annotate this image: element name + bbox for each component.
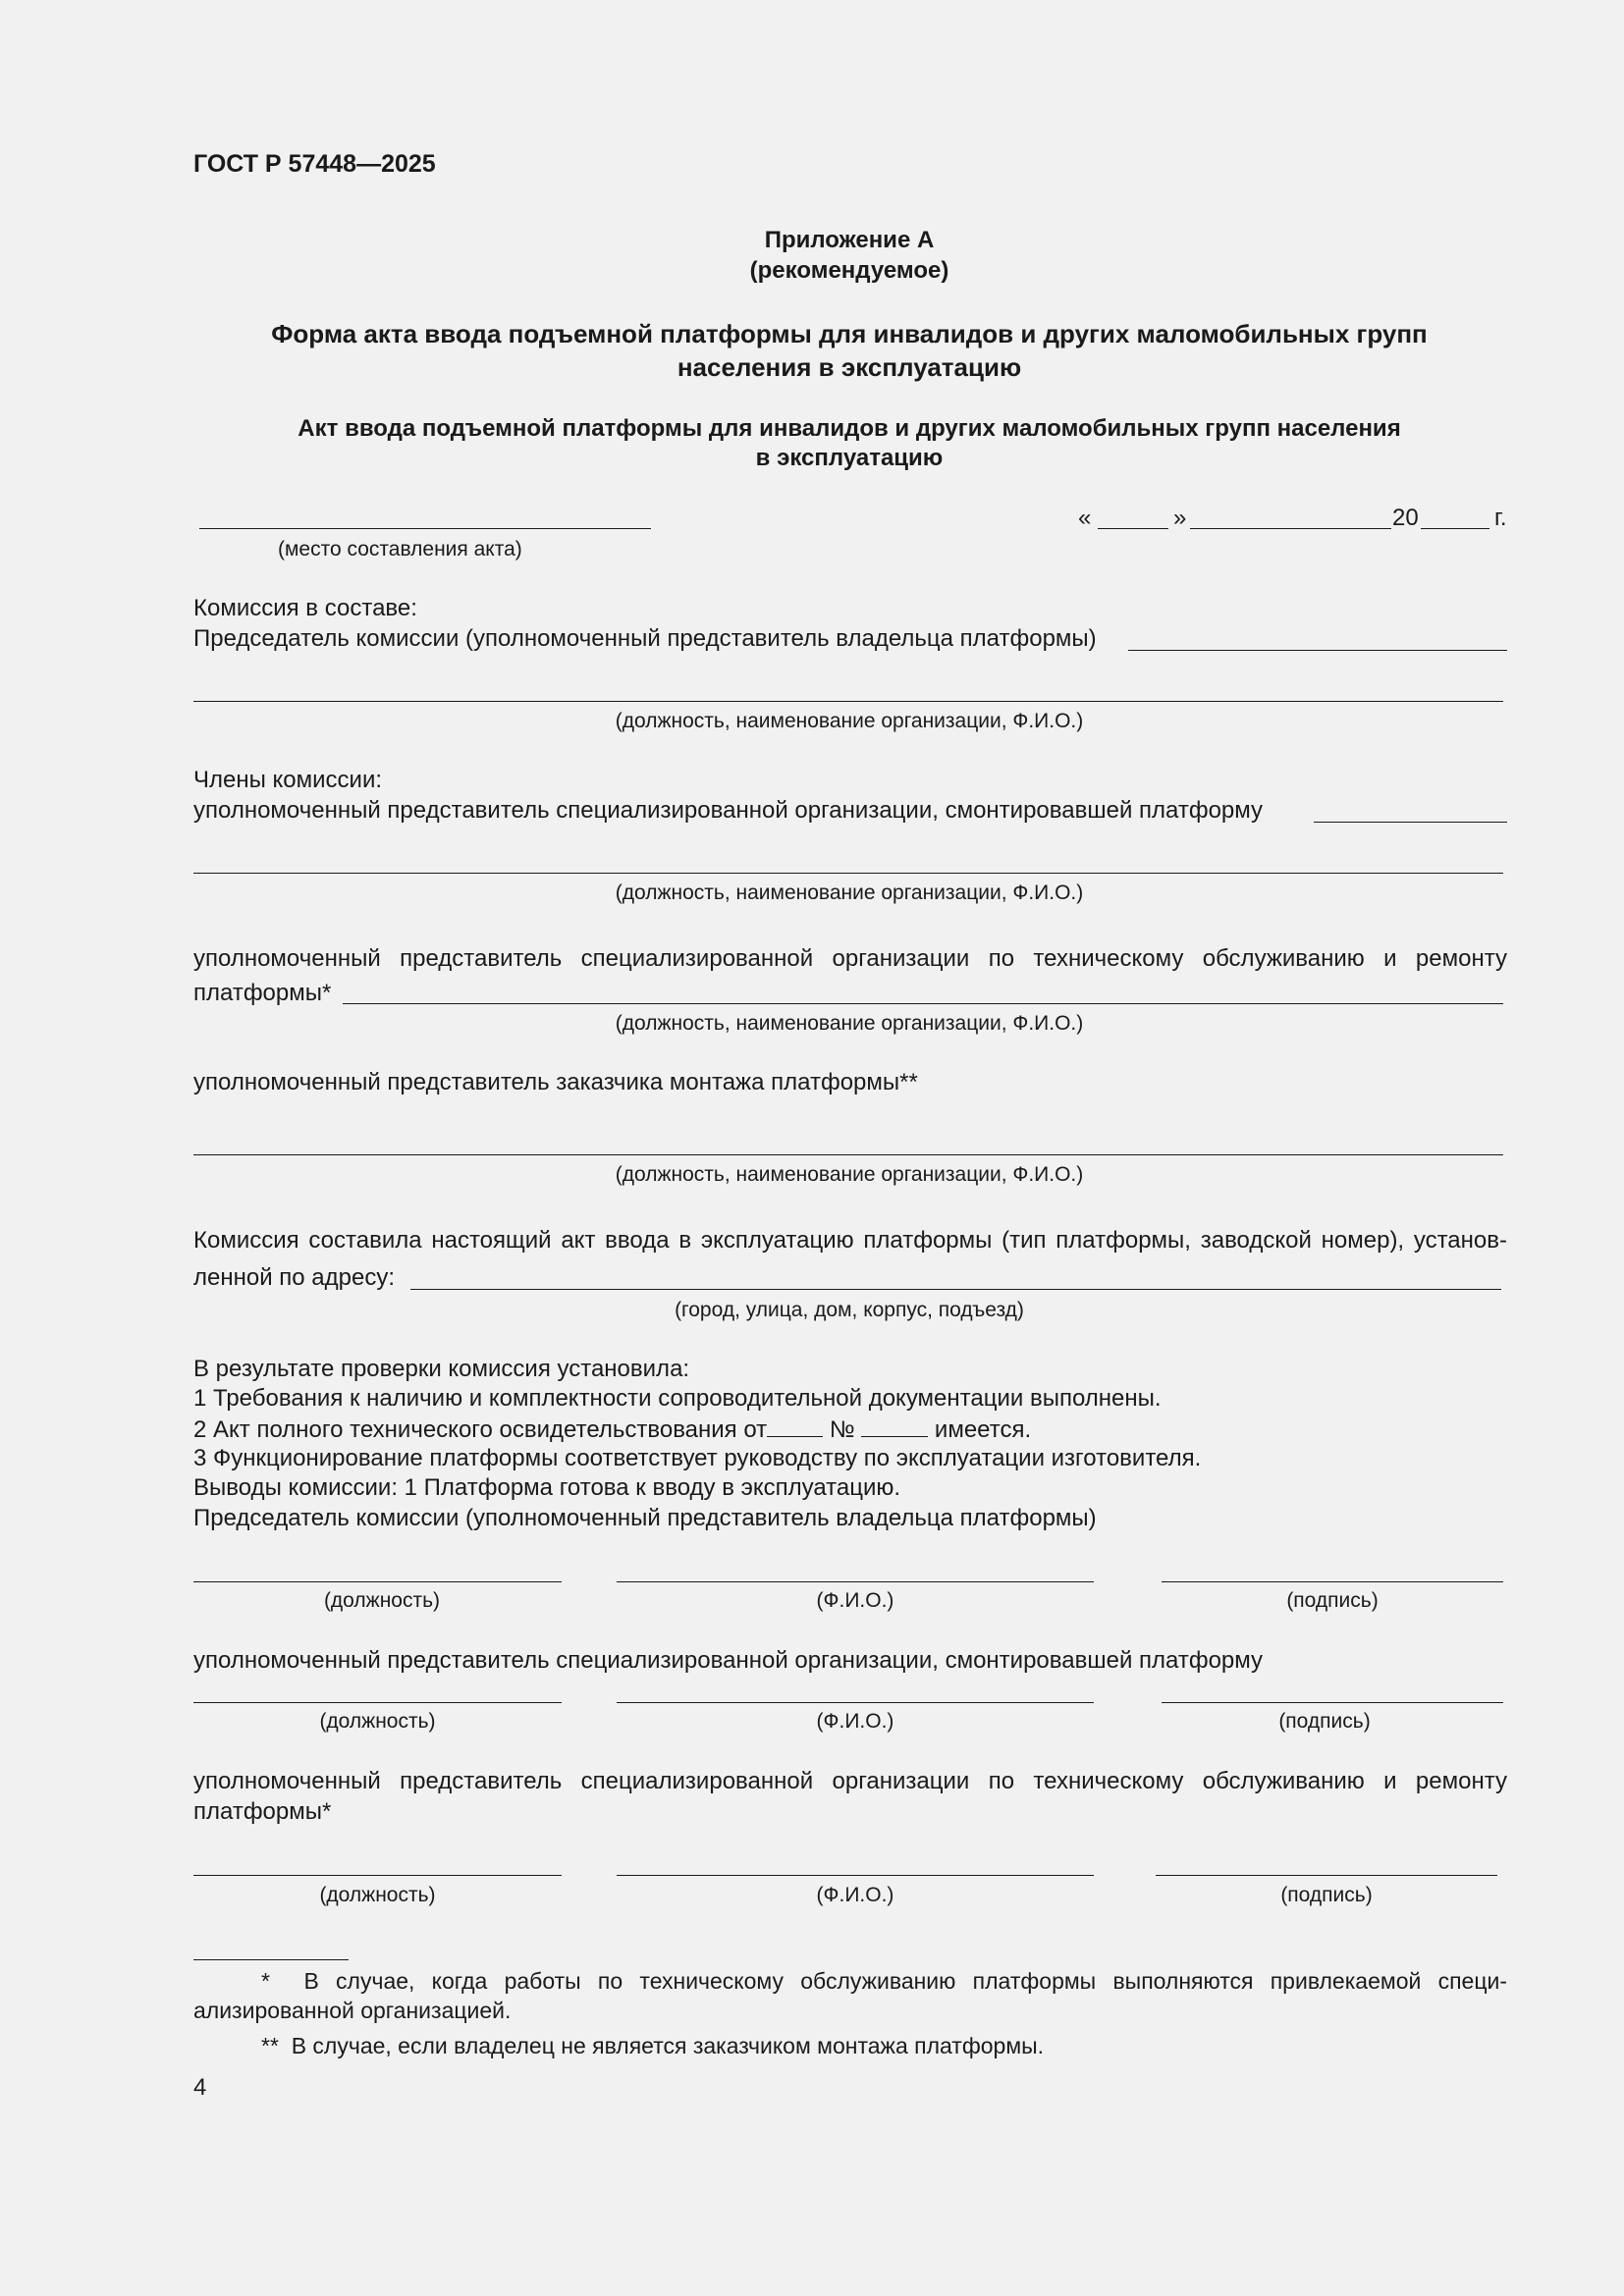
member3-label: уполномоченный представитель заказчика монтажа платформы** (193, 1069, 918, 1095)
sig1-name-blank[interactable] (617, 1581, 1094, 1582)
member2-caption: (должность, наименование организации, Ф.И.О.) (615, 1012, 1084, 1035)
members-title: Члены комиссии: (193, 767, 383, 793)
sig1-position-caption: (должность) (323, 1589, 441, 1612)
appendix-type: (рекомендуемое) (749, 257, 949, 284)
sig3-position-caption: (должность) (319, 1884, 436, 1906)
address-blank[interactable] (410, 1289, 1501, 1290)
appendix-title: Приложение А (764, 227, 935, 253)
results-item2-text: 2 Акт полного технического освидетельствования от (193, 1416, 768, 1443)
sig2-name-blank[interactable] (617, 1702, 1094, 1703)
chairman-label: Председатель комиссии (уполномоченный представитель владельца платформы) (193, 625, 1097, 652)
results-item2-number-blank[interactable] (861, 1415, 928, 1437)
sig3-label-line1: уполномоченный представитель специализированной организации по техническому обслуживанию и ремонту (193, 1768, 1507, 1794)
form-title-line1: Форма акта ввода подъемной платформы для инвалидов и других маломобильных групп (271, 319, 1428, 348)
sig2-signature-blank[interactable] (1162, 1702, 1503, 1703)
member2-blank[interactable] (343, 1003, 1503, 1004)
sig2-position-blank[interactable] (193, 1702, 562, 1703)
chairman-blank[interactable] (193, 701, 1503, 702)
sig3-signature-blank[interactable] (1156, 1875, 1497, 1876)
date-year-blank[interactable] (1421, 528, 1489, 529)
sig3-name-caption: (Ф.И.О.) (816, 1884, 894, 1906)
date-day-blank[interactable] (1098, 528, 1168, 529)
member1-blank[interactable] (193, 873, 1503, 874)
address-line2: ленной по адресу: (193, 1264, 396, 1291)
date-month-blank[interactable] (1190, 528, 1391, 529)
results-item2-number-sign: № (829, 1416, 855, 1443)
act-title-line1: Акт ввода подъемной платформы для инвалидов и других маломобильных групп населения (298, 415, 1401, 442)
sig3-name-blank[interactable] (617, 1875, 1094, 1876)
place-caption: (место составления акта) (278, 538, 522, 561)
member1-caption: (должность, наименование организации, Ф.И.О.) (615, 881, 1084, 904)
member1-inline-blank[interactable] (1314, 822, 1507, 823)
results-item1: 1 Требования к наличию и комплектности сопроводительной документации выполнены. (193, 1385, 1162, 1412)
commission-intro: Комиссия в составе: (193, 595, 417, 621)
member1-label: уполномоченный представитель специализированной организации, смонтировавшей платформу (193, 797, 1264, 824)
address-line1: Комиссия составила настоящий акт ввода в эксплуатацию платформы (тип платформы, заводской номер), установ- (193, 1227, 1507, 1254)
results-item2 (193, 1415, 1031, 1445)
footnote1-mark: * (261, 1968, 270, 1994)
results-item3: 3 Функционирование платформы соответствует руководству по эксплуатации изготовителя. (193, 1445, 1202, 1471)
footnote2-mark: ** (261, 2033, 279, 2058)
date-year-prefix: 20 (1392, 505, 1419, 531)
sig3-label-line2: платформы* (193, 1798, 332, 1825)
date-year-suffix: г. (1494, 505, 1507, 531)
footnote1-line2: ализированной организацией. (193, 1998, 512, 2023)
results-item2-suffix: имеется. (934, 1416, 1032, 1443)
footnote-separator (193, 1959, 349, 1960)
date-open-quote: « (1078, 505, 1092, 531)
address-caption: (город, улица, дом, корпус, подъезд) (675, 1299, 1024, 1321)
footnote1-line1 (261, 1967, 1507, 1996)
sig2-label: уполномоченный представитель специализированной организации, смонтировавшей платформу (193, 1647, 1264, 1674)
form-title-line2: населения в эксплуатацию (677, 352, 1022, 382)
sig1-position-blank[interactable] (193, 1581, 562, 1582)
act-title-line2: в эксплуатацию (755, 445, 944, 471)
chairman-caption: (должность, наименование организации, Ф.И.О.) (615, 710, 1084, 732)
chairman-inline-blank[interactable] (1128, 650, 1507, 651)
member2-label-line1: уполномоченный представитель специализированной организации по техническому обслуживанию и ремонту (193, 945, 1507, 972)
sig3-signature-caption: (подпись) (1280, 1884, 1373, 1906)
results-intro: В результате проверки комиссия установила: (193, 1356, 690, 1382)
sig1-name-caption: (Ф.И.О.) (816, 1589, 894, 1612)
date-close-quote: » (1173, 505, 1187, 531)
member3-blank[interactable] (193, 1154, 1503, 1155)
sig2-name-caption: (Ф.И.О.) (816, 1710, 894, 1733)
standard-number: ГОСТ Р 57448—2025 (193, 150, 436, 178)
sig2-position-caption: (должность) (319, 1710, 436, 1733)
page-number: 4 (193, 2074, 207, 2101)
footnote2 (261, 2032, 1044, 2060)
footnote2-text: В случае, если владелец не является заказчиком монтажа платформы. (291, 2033, 1045, 2058)
sig1-signature-caption: (подпись) (1286, 1589, 1379, 1612)
results-conclusion: Выводы комиссии: 1 Платформа готова к вводу в эксплуатацию. (193, 1474, 901, 1501)
footnote1-text: В случае, когда работы по техническому обслуживанию платформы выполняются привлекаемой специ- (303, 1968, 1507, 1994)
member3-caption: (должность, наименование организации, Ф.И.О.) (615, 1163, 1084, 1186)
results-chairman: Председатель комиссии (уполномоченный представитель владельца платформы) (193, 1505, 1097, 1531)
member2-label-line2: платформы* (193, 980, 332, 1006)
sig2-signature-caption: (подпись) (1278, 1710, 1371, 1733)
place-blank[interactable] (199, 528, 651, 529)
results-item2-date-blank[interactable] (767, 1415, 823, 1437)
sig1-signature-blank[interactable] (1162, 1581, 1503, 1582)
sig3-position-blank[interactable] (193, 1875, 562, 1876)
